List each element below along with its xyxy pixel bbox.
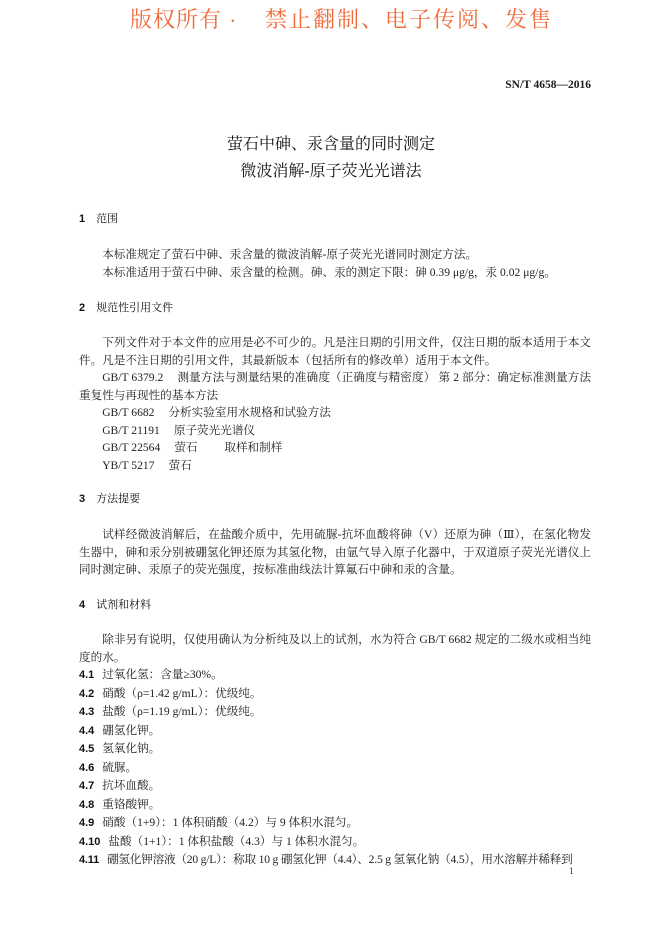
watermark-restriction: 禁止翻制、电子传阅、发售 [265, 7, 554, 32]
item-text: 盐酸（1+1）：1 体积盐酸（4.3）与 1 体积水混匀。 [108, 834, 365, 848]
section-body-normative-references [79, 334, 591, 474]
reference-title: 测量方法与测量结果的准确度（正确度与精密度） 第 2 部分：确定标准测量方法重复性与再现性的基本方法 [79, 371, 592, 402]
standard-number: SN/T 4658—2016 [505, 79, 591, 91]
section-heading-scope [79, 211, 118, 229]
item-text: 重铬酸钾。 [102, 797, 161, 811]
reference-code: GB/T 6379.2 [102, 371, 164, 384]
section-body-scope [79, 246, 591, 281]
reference-entry [79, 369, 591, 404]
item-number: 4.9 [79, 817, 95, 829]
reference-title: 萤石 取样和制样 [174, 441, 283, 454]
section-number: 4 [79, 599, 86, 611]
paragraph: 试样经微波消解后，在盐酸介质中，先用硫脲-抗坏血酸将砷（V）还原为砷（Ⅲ），在氢化物发生器中，砷和汞分别被硼氢化钾还原为其氢化物，由氩气导入原子化器中，于双道原子荧光光谱仪上同时测定砷、汞原子的荧光强度，按标准曲线法计算氟石中砷和汞的含量。 [79, 528, 591, 576]
reference-entry [79, 457, 591, 475]
title-line-2: 微波消解-原子荧光光谱法 [240, 163, 422, 180]
item-text: 硼氢化钾。 [102, 723, 161, 737]
section-heading-method-principle [79, 491, 140, 509]
item-text: 过氧化氢：含量≥30%。 [102, 668, 223, 681]
reagent-item [79, 685, 591, 704]
section-number: 2 [79, 302, 86, 314]
item-number: 4.7 [79, 780, 95, 792]
reagent-item [79, 851, 591, 870]
item-number: 4.1 [79, 669, 95, 681]
reagent-item [79, 666, 591, 685]
item-number: 4.2 [79, 687, 95, 700]
reagent-item [79, 814, 591, 833]
reference-code: GB/T 21191 [102, 423, 160, 437]
reagent-item [79, 740, 591, 759]
paragraph: 除非另有说明，仅使用确认为分析纯及以上的试剂，水为符合 GB/T 6682 规定的二级水或相当纯度的水。 [79, 633, 591, 664]
reference-title: 原子荧光光谱仪 [173, 423, 256, 437]
reagent-item [79, 722, 591, 741]
paragraph: 下列文件对于本文件的应用是必不可少的。凡是注日期的引用文件，仅注日期的版本适用于本文件。凡是不注日期的引用文件，其最新版本（包括所有的修改单）适用于本文件。 [79, 336, 591, 367]
reference-code: GB/T 6682 [102, 406, 155, 419]
item-number: 4.3 [79, 706, 95, 718]
item-text: 硝酸（ρ=1.42 g/mL）：优级纯。 [102, 686, 262, 700]
section-number: 1 [79, 213, 86, 225]
item-text: 硼氢化钾溶液（20 g/L）：称取 10 g 硼氢化钾（4.4）、2.5 g 氢氧化钠（4.5），用水溶解并稀释到 [107, 853, 573, 866]
item-text: 硝酸（1+9）：1 体积硝酸（4.2）与 9 体积水混匀。 [102, 816, 359, 829]
reference-entry [79, 404, 591, 422]
section-heading-reagents [79, 597, 151, 615]
item-number: 4.8 [79, 798, 95, 811]
page-number: 1 [569, 866, 574, 876]
section-title: 规范性引用文件 [96, 302, 174, 314]
reagent-item [79, 759, 591, 778]
reference-entry [79, 439, 591, 457]
title-line-1: 萤石中砷、汞含量的同时测定 [226, 136, 435, 153]
item-number: 4.4 [79, 724, 95, 737]
item-text: 盐酸（ρ=1.19 g/mL）：优级纯。 [102, 705, 262, 718]
section-body-reagents [79, 631, 591, 870]
section-title: 范围 [96, 213, 119, 225]
reagent-item [79, 833, 591, 852]
item-text: 氢氧化钠。 [102, 742, 161, 755]
item-number: 4.10 [79, 835, 101, 848]
reagent-item [79, 796, 591, 815]
watermark-copyright: 版权所有 · [130, 7, 238, 32]
section-title: 方法提要 [96, 493, 141, 505]
item-number: 4.6 [79, 761, 95, 774]
section-body-method-principle [79, 526, 591, 579]
item-text: 抗坏血酸。 [102, 779, 161, 792]
section-heading-normative-references [79, 300, 173, 318]
reference-entry [79, 422, 591, 440]
section-number: 3 [79, 493, 86, 505]
reference-code: GB/T 22564 [102, 441, 161, 454]
section-title: 试剂和材料 [96, 599, 152, 611]
document-title [0, 131, 662, 185]
item-number: 4.5 [79, 743, 95, 755]
reference-title: 分析实验室用水规格和试验方法 [168, 406, 331, 419]
reference-code: YB/T 5217 [102, 458, 155, 472]
paragraph: 本标准适用于萤石中砷、汞含量的检测。砷、汞的测定下限：砷 0.39 μg/g，汞 0.02 μg/g。 [102, 265, 556, 279]
paragraph: 本标准规定了萤石中砷、汞含量的微波消解-原子荧光光谱同时测定方法。 [102, 248, 478, 261]
item-number: 4.11 [79, 854, 100, 866]
item-text: 硫脲。 [102, 760, 138, 774]
reagent-item [79, 777, 591, 796]
reagent-item [79, 703, 591, 722]
reference-title: 萤石 [168, 458, 192, 472]
